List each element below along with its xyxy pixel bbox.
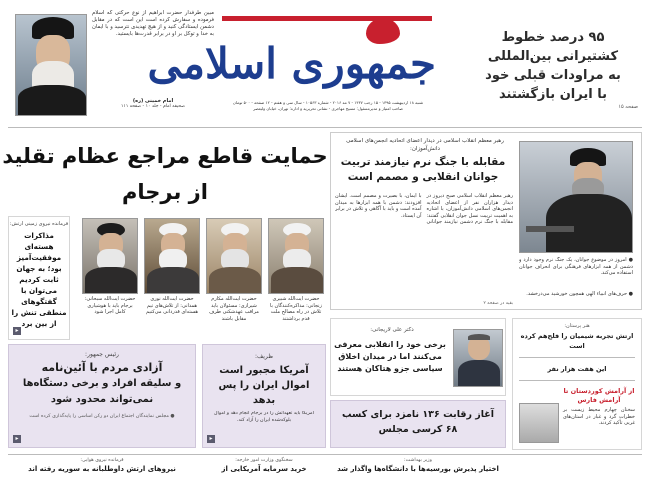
cleric-photo-1 bbox=[268, 218, 324, 294]
info-line-1: شنبه ۱۸ اردیبهشت ۱۳۹۵ - ۱۵ رجب ۱۴۳۷ - ۷ مه ۲۰۱۶ - شماره ۱۰۵۶۳ - سال سی و هفتم - ۱۲ صفحه - ۵۰۰ تومان bbox=[232, 100, 424, 105]
right-item-3-body: سخنان چهارم محیط زیست بر خطرات گرد و غبار در استان‌های غربی تأکید کردند. bbox=[563, 407, 635, 426]
right-item-3-title[interactable]: از آرامش کوردستان تا آرامش فارس bbox=[563, 387, 635, 404]
left-title: مذاکرات هسته‌ای موفقیت‌آمیز بود؛ به جهان ثابت کردیم می‌توان با گفتگوهای منطقی تنش را از بین برد bbox=[11, 231, 67, 328]
leader-story[interactable] bbox=[330, 132, 642, 310]
zarif-story[interactable] bbox=[202, 344, 326, 448]
leader-title-line-1: مقابله با جنگ نرم نیازمند تربیت bbox=[340, 156, 506, 168]
ad-line-3: به مراودات قبلی خود bbox=[485, 68, 621, 83]
left-kicker: فرمانده نیروی زمینی ارتش: bbox=[9, 221, 69, 227]
bottom-right-story[interactable] bbox=[330, 458, 506, 484]
ad-line-2: کشتیرانی بین‌المللی bbox=[487, 49, 619, 64]
bottom-left-kicker: فرمانده نیروی هوایی: bbox=[80, 458, 124, 463]
logo-text: جمهوری اسلامی bbox=[147, 39, 436, 88]
imam-portrait bbox=[15, 14, 87, 116]
main-headline-line-1: حمایت قاطع مراجع عظام تقلید bbox=[2, 144, 328, 168]
cleric-caption-1: حضرت آیت‌الله شبیری زنجانی: مذاکره‌کنندگان با تلاش در راه مصالح ملت قدم برداشتند bbox=[270, 296, 322, 322]
ad-line-1: ۹۵ درصد خطوط bbox=[501, 30, 605, 45]
leader-bullet-2: ● حرف‌های انبیاء الهی همچون خورشید می‌درخشد. bbox=[526, 291, 633, 297]
logo-red-bar bbox=[222, 16, 432, 21]
cleric-caption-4: حضرت آیت‌الله سبحانی: برجام باید با هوشیاری کامل اجرا شود bbox=[84, 296, 136, 315]
larijani-story[interactable] bbox=[330, 318, 506, 396]
leader-body: رهبر معظم انقلاب اسلامی صبح دیروز در دیدار هزاران نفر از اعضای اتحادیه انجمن‌های اسلامی دانش‌آموزان، با اشاره به اهمیت تربیت نسل جوان انقلابی گفتند: مقابله با جنگ نرم دشمن نیازمند جوانانی با ایمان، با بصیرت و مصمم است. ایشان افزودند: دشمن با همه ابزارها به میدان آمده است و باید با آگاهی و تلاش در برابر آن ایستاد. bbox=[335, 193, 513, 225]
larijani-title: برخی خود را انقلابی معرفی می‌کنند اما در میدان اخلاق سیاسی جزو هتاکان هستند bbox=[334, 340, 446, 373]
majlis-story[interactable] bbox=[330, 400, 506, 448]
cleric-caption-3: حضرت آیت‌الله نوری همدانی: از تلاش‌های تیم هسته‌ای قدردانی می‌کنیم bbox=[146, 296, 198, 315]
rouhani-title-1: آزادی مردم با آئین‌نامه bbox=[41, 361, 163, 374]
imam-quote-text: مبین طرفدار حضرت ابراهیم از نوع حرکتی که اسلام فرموده و سفارش کرده است این است که در مقابل دشمن ایستادگی کنید و از هیچ تهدیدی نترسید و با ایمان به خدا و توکل بر او در برابر قدرت‌ها بایستید. bbox=[92, 10, 214, 37]
rouhani-story[interactable] bbox=[8, 344, 196, 448]
bottom-right-kicker: وزیر بهداشت: bbox=[404, 458, 432, 463]
bottom-right-title: اختیار پذیرش بورسیه‌ها با دانشگاه‌ها واگذار شد bbox=[337, 465, 499, 473]
masthead bbox=[0, 0, 650, 130]
rouhani-title-3: نمی‌تواند محدود شود bbox=[50, 394, 154, 405]
masthead-divider bbox=[8, 127, 642, 128]
clerics-story[interactable] bbox=[76, 216, 326, 340]
cleric-photo-4 bbox=[82, 218, 138, 294]
leader-bullet-1: ● امروز در موضوع جوانان، یک جنگ نرم وجود دارد و دشمن از همه ابزارهای فرهنگی برای انحراف جوانان استفاده می‌کند. bbox=[519, 257, 633, 276]
more-icon[interactable]: ▸ bbox=[13, 435, 21, 443]
right-item-2[interactable]: این هفت هزار نفر bbox=[547, 365, 607, 373]
main-headline-line-2: از برجام bbox=[122, 180, 208, 204]
rouhani-kicker: رئیس جمهور: bbox=[85, 351, 119, 358]
imam-quote-source: امام خمینی (ره) bbox=[132, 98, 174, 104]
bottom-middle-title: خرید سرمایه آمریکایی از bbox=[221, 465, 307, 473]
larijani-kicker: دکتر علی لاریجانی: bbox=[370, 327, 414, 333]
leader-ref: بقیه در صفحه ۲ bbox=[483, 301, 513, 306]
bottom-divider bbox=[8, 454, 642, 455]
right-kicker: هنر پرستان: bbox=[564, 323, 590, 329]
zarif-title: آمریکا مجبور است اموال ایران را پس بدهد bbox=[218, 365, 310, 406]
larijani-photo bbox=[453, 329, 503, 387]
main-headline[interactable] bbox=[0, 138, 330, 212]
leader-photo bbox=[519, 141, 633, 253]
cleric-photo-3 bbox=[144, 218, 200, 294]
zarif-kicker: ظریف: bbox=[255, 353, 273, 360]
info-line-2: صاحب امتیاز و مدیرمسئول: مسیح مهاجری - نشانی تحریریه و اداره: تهران، خیابان ولیعصر bbox=[253, 106, 403, 111]
ad-line-4: با ایران بازگشتند bbox=[499, 87, 607, 102]
cleric-caption-2: حضرت آیت‌الله مکارم شیرازی: مسئولان باید مراقب عهدشکنی طرف مقابل باشند bbox=[209, 296, 259, 322]
majlis-title-1: آغاز رقابت ۱۳۶ نامزد برای کسب bbox=[341, 409, 495, 420]
majlis-title-2: ۶۸ کرسی مجلس bbox=[378, 424, 458, 435]
imam-quote bbox=[92, 10, 214, 120]
masthead-info bbox=[218, 100, 438, 112]
ad-ref: صفحه ۱۵ bbox=[618, 104, 638, 110]
right-item-3-image bbox=[519, 403, 559, 443]
right-column bbox=[512, 318, 642, 450]
right-item-1[interactable]: ارتش تجربه شیمیان را فلح‌هم کرده است bbox=[520, 332, 634, 350]
bottom-left-story[interactable] bbox=[8, 458, 196, 484]
left-column-story[interactable] bbox=[8, 216, 70, 340]
bottom-middle-kicker: سخنگوی وزارت امور خارجه: bbox=[235, 458, 293, 463]
leader-title-line-2: جوانان انقلابی و مصمم است bbox=[347, 171, 499, 183]
more-icon[interactable]: ▸ bbox=[13, 327, 21, 335]
bottom-left-title: نیروهای ارتش داوطلبانه به سوریه رفته اند bbox=[28, 465, 176, 473]
leader-kicker: رهبر معظم انقلاب اسلامی در دیدار اعضای اتحادیه انجمن‌های اسلامی دانش‌آموزان: bbox=[346, 138, 504, 152]
zarif-body: آمریکا باید تعهداتش را در برجام انجام دهد و اموال بلوکه‌شده ایران را آزاد کند. bbox=[214, 411, 314, 423]
rouhani-title-2: و سلیقه افراد و برخی دستگاه‌ها bbox=[22, 378, 182, 389]
cleric-photo-2 bbox=[206, 218, 262, 294]
rouhani-sub: ● مجلس نمایندگان اجتماع ایران دو رکن اساسی را پایه‌گذاری کرده است bbox=[29, 414, 175, 419]
bottom-middle-story[interactable] bbox=[202, 458, 326, 484]
top-right-ad[interactable] bbox=[468, 28, 638, 120]
imam-quote-ref: صحیفه امام - جلد ۱۰ - صفحه ۱۱۱ bbox=[120, 104, 186, 109]
more-icon[interactable]: ▸ bbox=[207, 435, 215, 443]
